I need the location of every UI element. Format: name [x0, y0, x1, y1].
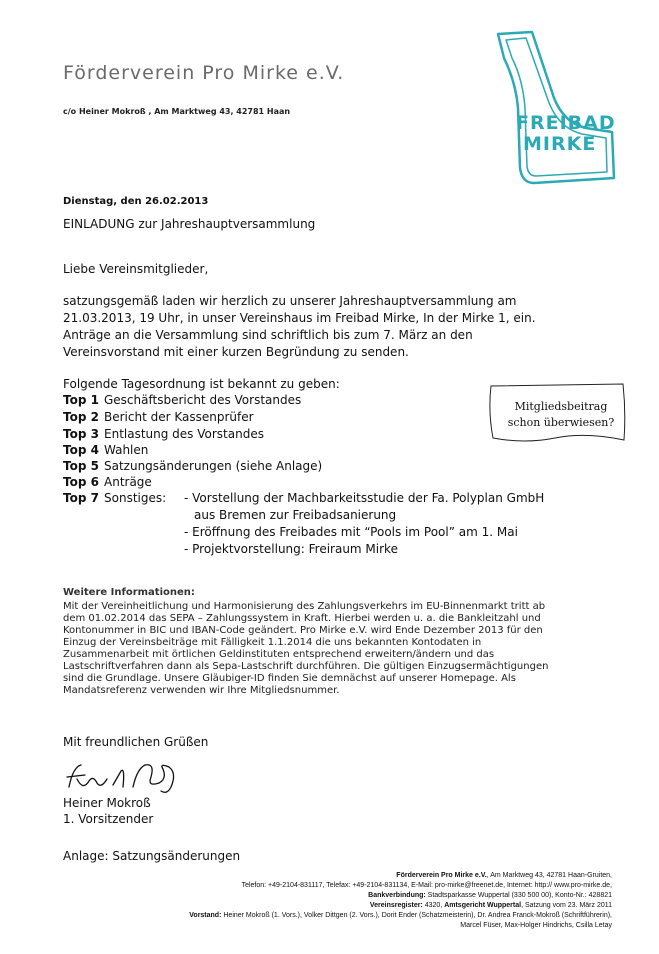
agenda-item: Wahlen — [104, 443, 149, 457]
logo-text-freibad: FREIBAD — [516, 112, 616, 134]
sonstiges-item: - Projektvorstellung: Freiraum Mirke — [184, 542, 398, 556]
agenda-number: Top 3 — [63, 427, 99, 441]
footer-address: , Am Marktweg 43, 42781 Haan-Gruiten, — [486, 872, 612, 879]
agenda-number: Top 2 — [63, 410, 99, 424]
footer-board-continued: Marcel Füser, Max-Holger Hindrichs, Csilla Letay — [460, 922, 612, 929]
footer-line — [370, 902, 612, 909]
info-paragraph — [63, 601, 563, 697]
footer-court: Amtsgericht Wuppertal — [444, 902, 522, 909]
sonstiges-item-continued: aus Bremen zur Freibadsanierung — [194, 508, 397, 522]
logo-text-mirke: MIRKE — [523, 133, 597, 155]
organization-title: Förderverein Pro Mirke e.V. — [63, 62, 345, 84]
sonstiges-item: - Eröffnung des Freibades mit “Pools im Pool” am 1. Mai — [184, 525, 518, 539]
footer-contact: Telefon: +49-2104-831117, Telefax: +49-2104-831134, E-Mail: pro-mirke@freenet.de, Internet: http:// www.pro-mirke.de, — [241, 882, 612, 889]
agenda-item: Entlastung des Vorstandes — [104, 427, 264, 441]
note-line: Mitgliedsbeitrag — [514, 400, 608, 413]
handwritten-signature — [63, 757, 193, 797]
sonstiges-item: - Vorstellung der Machbarkeitsstudie der Fa. Polyplan GmbH — [184, 491, 545, 505]
info-line: Lastschriftverfahren dann als Sepa-Lastschrift durchführen. Die gültigen Einzugsermächtigungen — [63, 661, 549, 672]
info-line: sind die Grundlage. Unsere Gläubiger-ID finden Sie demnächst auf unserer Homepage. Als — [63, 673, 516, 684]
agenda-number: Top 6 — [63, 475, 99, 489]
salutation: Liebe Vereinsmitglieder, — [63, 262, 209, 276]
letter-subject: EINLADUNG zur Jahreshauptversammlung — [63, 217, 316, 231]
paragraph-line: Anträge an die Versammlung sind schriftlich bis zum 7. März an den — [63, 328, 473, 342]
footer-register-number: 4320, — [422, 902, 445, 909]
footer-line — [189, 912, 612, 919]
info-line: Kontonummer in BIC und IBAN-Code geändert. Pro Mirke e.V. wird Ende Dezember 2013 für den — [63, 625, 543, 636]
footer-bank: Stadtsparkasse Wuppertal (330 500 00), Konto-Nr.: 428821 — [425, 892, 612, 899]
footer-board: Heiner Mokroß (1. Vors.), Volker Dittgen (2. Vors.), Dorit Ender (Schatzmeisterin), Dr. Andrea Franck-Mokroß (Schriftführerin), — [221, 912, 612, 919]
footer-board-label: Vorstand: — [189, 912, 222, 919]
agenda-intro: Folgende Tagesordnung ist bekannt zu geben: — [63, 377, 340, 391]
paragraph-line: 21.03.2013, 19 Uhr, in unser Vereinshaus im Freibad Mirke, In der Mirke 1, ein. — [63, 311, 536, 325]
info-line: Mit der Vereinheitlichung und Harmonisierung des Zahlungsverkehrs im EU-Binnenmarkt tritt ab — [63, 601, 546, 612]
payment-reminder-note — [485, 382, 630, 444]
agenda-number: Top 1 — [63, 393, 99, 407]
agenda-item: Anträge — [104, 475, 152, 489]
paragraph-line: Vereinsvorstand mit einer kurzen Begründung zu senden. — [63, 345, 409, 359]
attachment-note: Anlage: Satzungsänderungen — [63, 849, 241, 863]
footer-statute: , Satzung vom 23. März 2011 — [521, 902, 612, 909]
agenda-item: Satzungsänderungen (siehe Anlage) — [104, 459, 323, 473]
note-line: schon überwiesen? — [507, 416, 615, 429]
freibad-mirke-logo — [494, 28, 619, 188]
signer-role: 1. Vorsitzender — [63, 812, 154, 826]
info-title: Weitere Informationen: — [63, 587, 195, 598]
info-line: Zusammenarbeit mit örtlichen Geldinstituten entsprechend erweitern/ändern und das — [63, 649, 495, 660]
agenda-item: Geschäftsbericht des Vorstandes — [104, 393, 302, 407]
agenda-item: Sonstiges: — [104, 491, 167, 505]
agenda-number: Top 7 — [63, 491, 99, 505]
sender-address: c/o Heiner Mokroß , Am Marktweg 43, 42781 Haan — [63, 107, 291, 116]
paragraph-line: satzungsgemäß laden wir herzlich zu unserer Jahreshauptversammlung am — [63, 294, 517, 308]
footer-bank-label: Bankverbindung: — [368, 892, 426, 899]
footer-org-name: Förderverein Pro Mirke e.V. — [396, 872, 487, 879]
letter-date: Dienstag, den 26.02.2013 — [63, 196, 209, 207]
agenda-item: Bericht der Kassenprüfer — [104, 410, 254, 424]
info-line: Einzug der Vereinsbeiträge mit Fälligkeit 1.1.2014 die uns bekannten Kontodaten in — [63, 637, 482, 648]
footer-line — [368, 892, 612, 899]
footer-register-label: Vereinsregister: — [369, 902, 423, 909]
footer-line — [396, 872, 612, 879]
info-line: Mandatsreferenz verwenden wir Ihre Mitgliedsnummer. — [63, 685, 340, 696]
agenda-number: Top 5 — [63, 459, 99, 473]
info-line: dem 01.02.2014 das SEPA – Zahlungssystem in Kraft. Hierbei werden u. a. die Bankleitzahl und — [63, 613, 541, 624]
agenda-number: Top 4 — [63, 443, 99, 457]
signer-name: Heiner Mokroß — [63, 796, 151, 810]
closing: Mit freundlichen Grüßen — [63, 735, 209, 749]
